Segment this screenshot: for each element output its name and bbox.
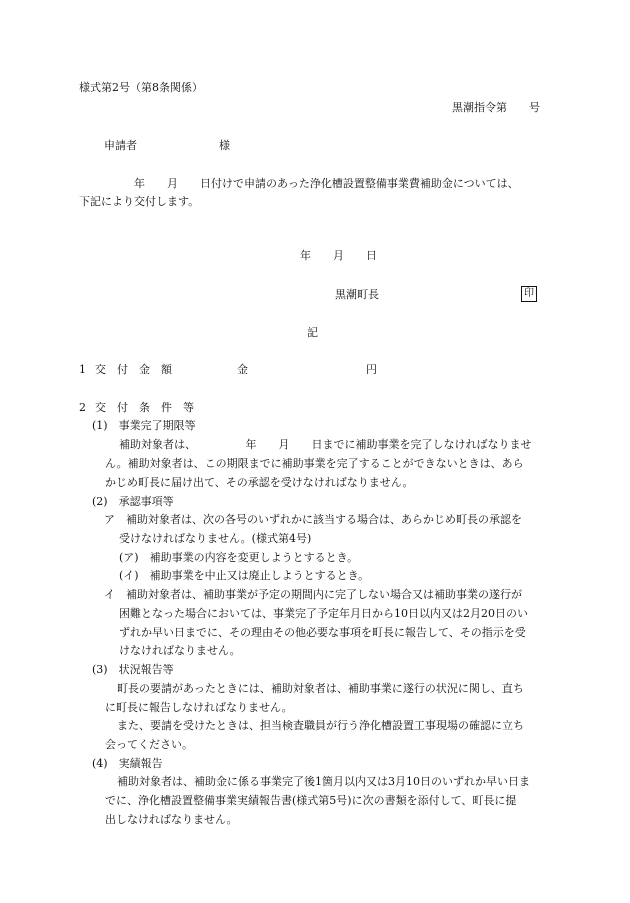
item-4-line: 補助対象者は、補助金に係る事業完了後1箇月以内又は3月10日のいずれか早い日ま [117, 775, 530, 788]
item-1-line: 補助対象者は、 年 月 日までに補助事業を完了しなければなりませ [119, 438, 532, 451]
item-2-i-line: けなければなりません。 [119, 644, 241, 657]
section-1-kin: 金 [237, 363, 248, 376]
item-2-heading: (2) 承認事項等 [92, 495, 174, 508]
honorific-sama: 様 [219, 139, 230, 152]
item-2-a-line: ア 補助対象者は、次の各号のいずれかに該当する場合は、あらかじめ町長の承認を [104, 513, 522, 526]
item-4-line: でに、浄化槽設置整備事業実績報告書(様式第5号)に次の書類を添付して、町長に提 [105, 794, 517, 807]
item-1-line: かじめ町長に届け出て、その承認を受けなければなりません。 [105, 476, 414, 489]
item-3-line: 会ってください。 [105, 738, 193, 751]
form-label: 様式第2号（第8条関係） [79, 81, 203, 94]
issue-date-line: 年 月 日 [300, 249, 377, 262]
item-2-i-line: イ 補助対象者は、補助事業が予定の期間内に完了しない場合又は補助事業の遂行が [104, 588, 522, 601]
section-1-yen: 円 [366, 363, 377, 376]
intro-line-2: 下記により交付します。 [79, 195, 200, 208]
item-2-sub-line: (イ) 補助事業を中止又は廃止しようとするとき。 [119, 569, 370, 582]
intro-line-1: 年 月 日付けで申請のあった浄化槽設置整備事業費補助金については、 [134, 177, 519, 190]
item-2-sub-line: (ア) 補助事業の内容を変更しようとするとき。 [119, 551, 359, 564]
document-number: 黒潮指令第 号 [452, 101, 540, 114]
issuer-name: 黒潮町長 [335, 288, 379, 301]
item-2-i-line: ずれか早い日までに、その理由その他必要な事項を町長に報告して、その指示を受 [119, 626, 526, 639]
section-1-label: 交 付 金 額 [95, 363, 172, 376]
ki-heading: 記 [307, 326, 318, 339]
item-1-line: ん。補助対象者は、この期限までに補助事業を完了することができないときは、あら [105, 457, 524, 470]
item-1-heading: (1) 事業完了期限等 [92, 419, 196, 432]
item-2-a-line: 受けなければなりません。(様式第4号) [119, 532, 312, 545]
item-2-i-line: 困難となった場合においては、事業完了予定年月日から10日以内又は2月20日のい [119, 607, 528, 620]
item-3-line: に町長に報告しなければなりません。 [105, 701, 293, 714]
section-1-number: 1 [79, 363, 86, 376]
item-4-line: 出しなければなりません。 [105, 813, 238, 826]
seal-mark: 印 [521, 286, 537, 302]
applicant-label: 申請者 [104, 139, 137, 152]
section-2-label: 交 付 条 件 等 [95, 401, 194, 414]
section-2-number: 2 [79, 401, 86, 414]
item-3-heading: (3) 状況報告等 [92, 663, 174, 676]
item-3-line: 町長の要請があったときには、補助対象者は、補助事業に遂行の状況に関し、直ち [117, 682, 524, 695]
item-3-line: また、要請を受けたときは、担当検査職員が行う浄化槽設置工事現場の確認に立ち [117, 719, 524, 732]
item-4-heading: (4) 実績報告 [92, 757, 163, 770]
